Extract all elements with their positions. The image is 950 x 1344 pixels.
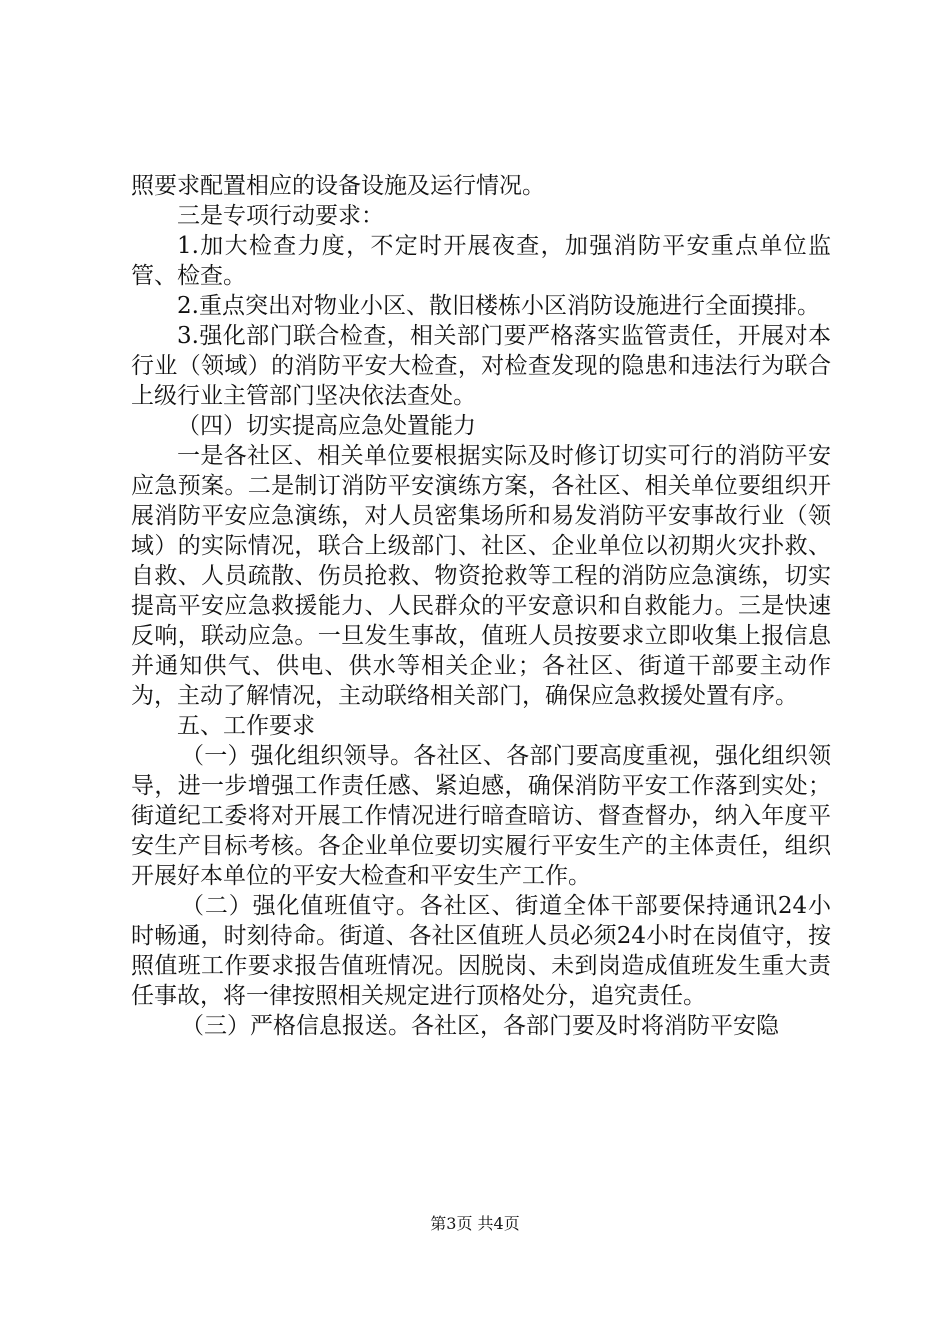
page-number-label: 第3页 共4页 [430,1214,520,1233]
section-heading-5: 五、工作要求 [177,713,315,739]
section-heading-4: （四）切实提高应急处置能力 [177,413,476,439]
page-footer [0,1214,950,1234]
paragraph-9: （一）强化组织领导。各社区、各部门要高度重视，强化组织领导，进一步增强工作责任感、紧迫感，确保消防平安工作落到实处；街道纪工委将对开展工作情况进行暗查暗访、督查督办，纳入年度平安生产目标考核。各企业单位要切实履行平安生产的主体责任，组织开展好本单位的平安大检查和平安生产工作。 [131,743,831,889]
paragraph-11: （三）严格信息报送。各社区，各部门要及时将消防平安隐 [181,1013,779,1039]
paragraph-10: （二）强化值班值守。各社区、街道全体干部要保持通讯24小时畅通，时刻待命。街道、各社区值班人员必须24小时在岗值守，按照值班工作要求报告值班情况。因脱岗、未到岗造成值班发生重大责任事故，将一律按照相关规定进行顶格处分，追究责任。 [131,893,831,1009]
document-body [131,171,831,1041]
paragraph-1: 照要求配置相应的设备设施及运行情况。 [131,173,545,199]
paragraph-7: 一是各社区、相关单位要根据实际及时修订切实可行的消防平安应急预案。二是制订消防平安演练方案，各社区、相关单位要组织开展消防平安应急演练，对人员密集场所和易发消防平安事故行业（领域）的实际情况，联合上级部门、社区、企业单位以初期火灾扑救、自救、人员疏散、伤员抢救、物资抢救等工程的消防应急演练，切实提高平安应急救援能力、人民群众的平安意识和自救能力。三是快速反响，联动应急。一旦发生事故，值班人员按要求立即收集上报信息并通知供气、供电、供水等相关企业；各社区、街道干部要主动作为，主动了解情况，主动联络相关部门，确保应急救援处置有序。 [131,443,831,709]
paragraph-4: 2.重点突出对物业小区、散旧楼栋小区消防设施进行全面摸排。 [177,293,820,319]
paragraph-5: 3.强化部门联合检查，相关部门要严格落实监管责任，开展对本行业（领域）的消防平安大检查，对检查发现的隐患和违法行为联合上级行业主管部门坚决依法查处。 [131,323,831,409]
paragraph-3: 1.加大检查力度，不定时开展夜查，加强消防平安重点单位监管、检查。 [131,233,831,289]
paragraph-2: 三是专项行动要求： [177,203,384,229]
